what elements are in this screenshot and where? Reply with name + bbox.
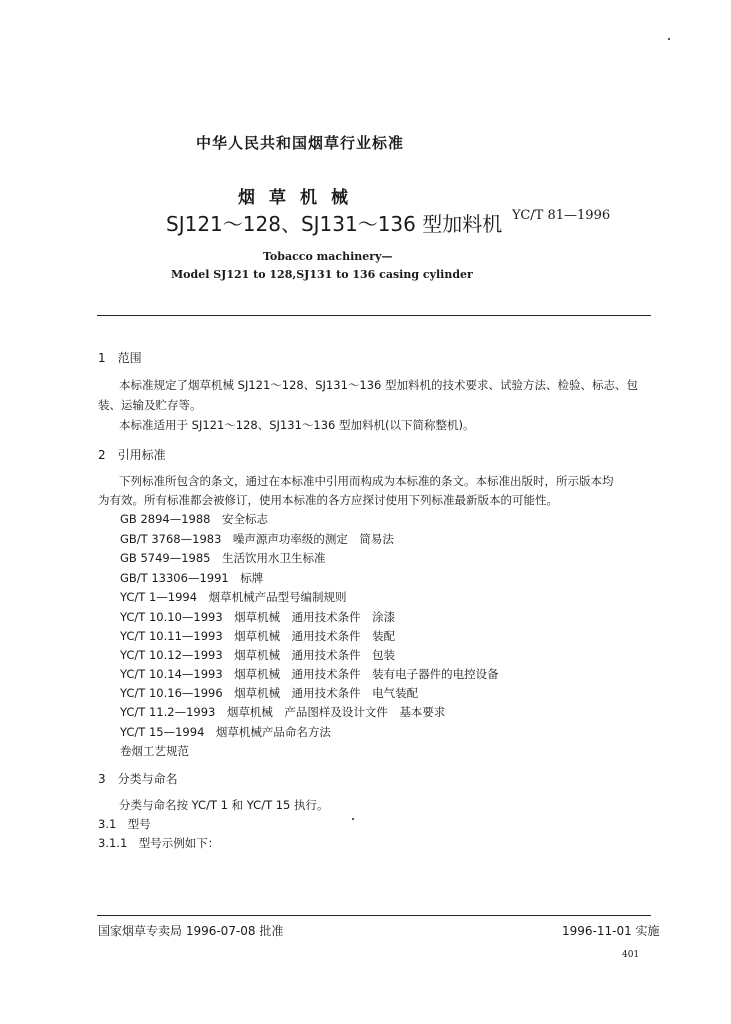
scan-speck [352, 818, 354, 820]
section-2-heading: 2 引用标准 [98, 448, 166, 462]
document-title-cn: 烟草机械 [238, 188, 362, 208]
reference-item: YC/T 15—1994 烟草机械产品命名方法 [120, 725, 331, 739]
reference-item: YC/T 11.2—1993 烟草机械 产品图样及设计文件 基本要求 [120, 705, 446, 719]
section-1-para1-line2: 装、运输及贮存等。 [98, 398, 202, 412]
subsection-3-1: 3.1 型号 [98, 817, 151, 831]
section-1-heading: 1 范围 [98, 351, 142, 365]
reference-item: YC/T 1—1994 烟草机械产品型号编制规则 [120, 590, 347, 604]
document-title-model: SJ121～128、SJ131～136 型加料机 [166, 212, 503, 236]
reference-item: YC/T 10.10—1993 烟草机械 通用技术条件 涂漆 [120, 610, 396, 624]
page-number: 401 [622, 950, 640, 960]
section-1-para1-line1: 本标准规定了烟草机械 SJ121～128、SJ131～136 型加料机的技术要求、试验方法、检验、标志、包 [119, 378, 638, 392]
issuing-body: 中华人民共和国烟草行业标准 [196, 134, 405, 152]
subsection-3-1-1: 3.1.1 型号示例如下： [98, 836, 220, 850]
reference-item: GB/T 13306—1991 标牌 [120, 571, 264, 585]
approval-date: 国家烟草专卖局 1996-07-08 批准 [98, 924, 284, 938]
reference-item: GB 2894—1988 安全标志 [120, 512, 268, 526]
reference-item: YC/T 10.14—1993 烟草机械 通用技术条件 装有电子器件的电控设备 [120, 667, 499, 681]
reference-item: 卷烟工艺规范 [120, 744, 189, 758]
footer-divider [97, 915, 651, 916]
section-3-heading: 3 分类与命名 [98, 772, 178, 786]
section-3-para: 分类与命名按 YC/T 1 和 YC/T 15 执行。 [119, 798, 329, 812]
reference-item: GB/T 3768—1983 噪声源声功率级的测定 简易法 [120, 532, 394, 546]
reference-item: YC/T 10.12—1993 烟草机械 通用技术条件 包装 [120, 648, 396, 662]
scan-speck [668, 38, 670, 40]
section-2-para-line2: 为有效。所有标准都会被修订，使用本标准的各方应探讨使用下列标准最新版本的可能性。 [98, 493, 558, 507]
reference-item: YC/T 10.11—1993 烟草机械 通用技术条件 装配 [120, 629, 396, 643]
standard-number: YC/T 81—1996 [512, 208, 611, 223]
reference-item: GB 5749—1985 生活饮用水卫生标准 [120, 551, 326, 565]
document-title-en-line2: Model SJ121 to 128,SJ131 to 136 casing cylinder [171, 268, 473, 281]
section-2-para-line1: 下列标准所包含的条文，通过在本标准中引用而构成为本标准的条文。本标准出版时，所示版本均 [119, 474, 614, 488]
header-divider [97, 315, 651, 316]
reference-item: YC/T 10.16—1996 烟草机械 通用技术条件 电气装配 [120, 686, 419, 700]
document-title-en-line1: Tobacco machinery— [263, 250, 393, 263]
section-1-para2: 本标准适用于 SJ121～128、SJ131～136 型加料机(以下简称整机)。 [119, 418, 475, 432]
implementation-date: 1996-11-01 实施 [562, 924, 660, 938]
